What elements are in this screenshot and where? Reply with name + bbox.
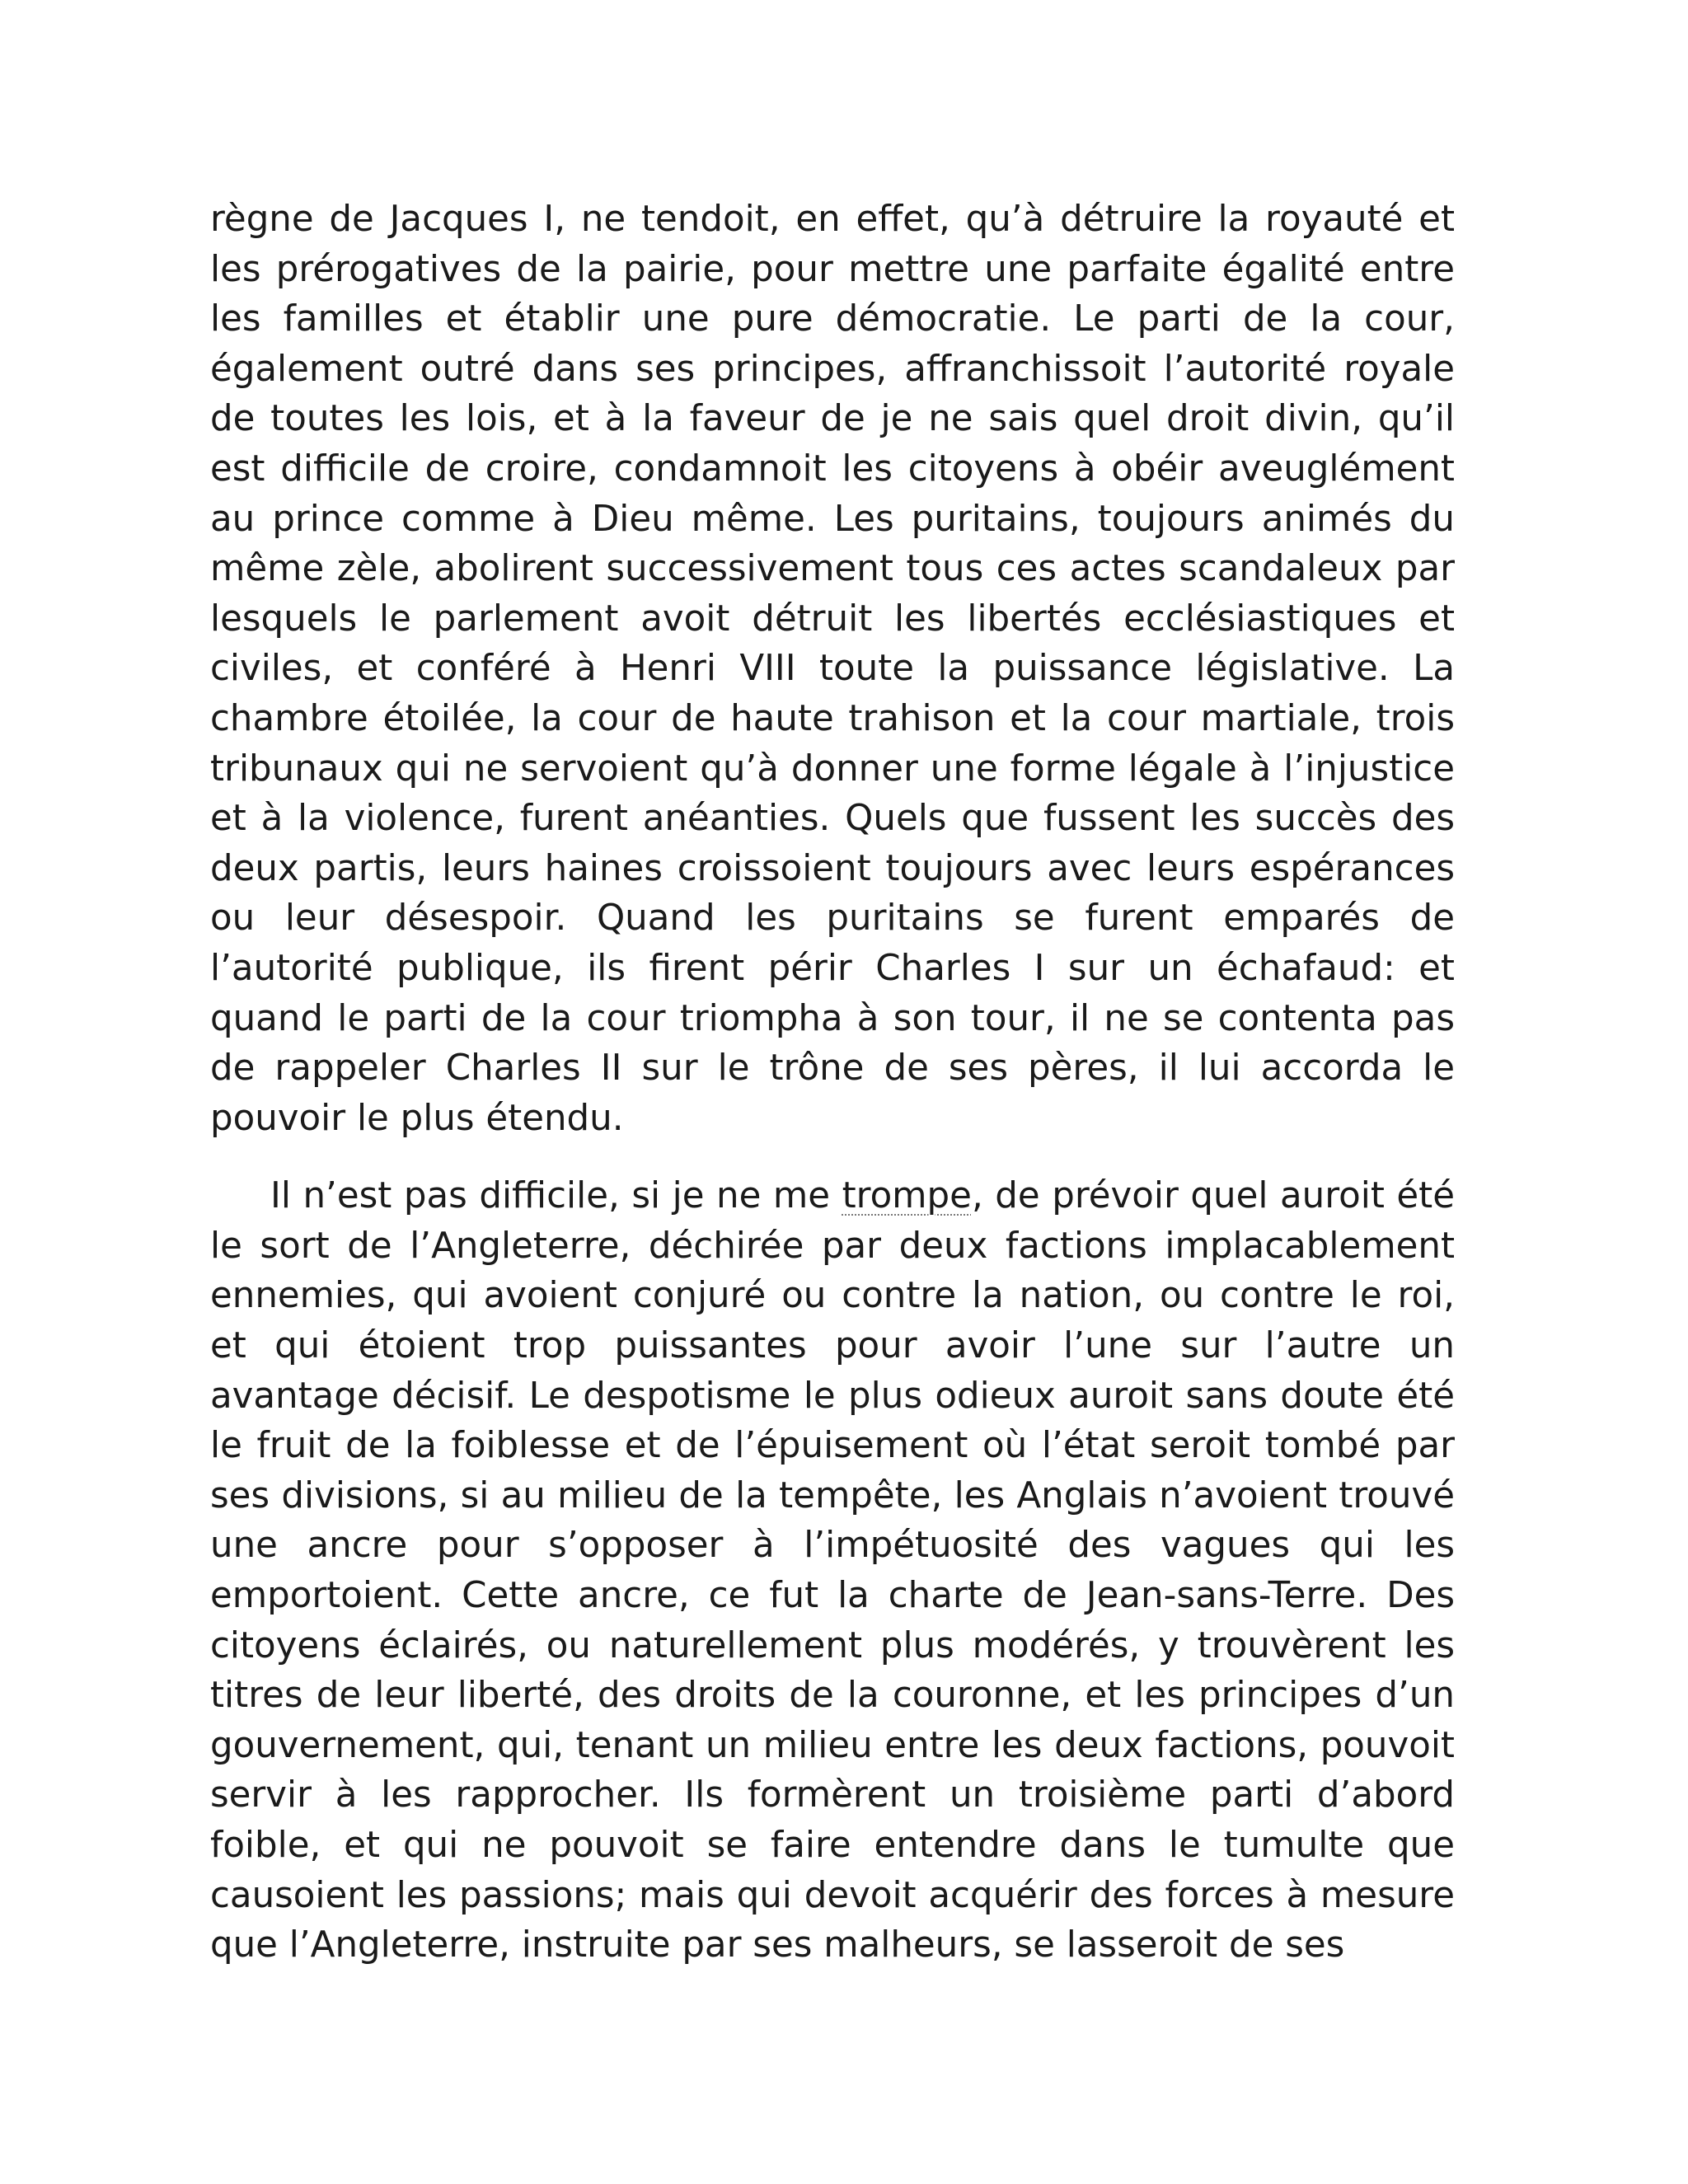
document-page: [210, 194, 1455, 1971]
marked-word: trompe: [842, 1175, 972, 1217]
paragraph-2-text-start: Il n’est pas difficile, si je ne me: [270, 1175, 842, 1217]
paragraph-2: [210, 1171, 1455, 1971]
paragraph-2-text-end: , de prévoir quel auroit été le sort de l’Angleterre, déchirée par deux factions implacablement ennemies, qui avoient conjuré ou contre la nation, ou contre le roi, et qui étoient trop puissantes pour avoir l’une sur l’autre un avantage décisif. Le despotisme le plus odieux auroit sans doute été le fruit de la foiblesse et de l’épuisement où l’état seroit tombé par ses divisions, si au milieu de la tempête, les Anglais n’avoient trouvé une ancre pour s’opposer à l’impétuosité des vagues qui les emportoient. Cette ancre, ce fut la charte de Jean-sans-Terre. Des citoyens éclairés, ou naturellement plus modérés, y trouvèrent les titres de leur liberté, des droits de la couronne, et les principes d’un gouvernement, qui, tenant un milieu entre les deux factions, pouvoit servir à les rapprocher. Ils formèrent un troisième parti d’abord foible, et qui ne pouvoit se faire entendre dans le tumulte que causoient les passions; mais qui devoit acquérir des forces à mesure que l’Angleterre, instruite par ses malheurs, se lasseroit de ses: [210, 1175, 1456, 1966]
paragraph-1: règne de Jacques I, ne tendoit, en effet, qu’à détruire la royauté et les prérogatives de la pairie, pour mettre une parfaite égalité entre les familles et établir une pure démocratie. Le parti de la cour, également outré dans ses principes, affranchissoit l’autorité royale de toutes les lois, et à la faveur de je ne sais quel droit divin, qu’il est difficile de croire, condamnoit les citoyens à obéir aveuglément au prince comme à Dieu même. Les puritains, toujours animés du même zèle, abolirent successivement tous ces actes scandaleux par lesquels le parlement avoit détruit les libertés ecclésiastiques et civiles, et conféré à Henri VIII toute la puissance législative. La chambre étoilée, la cour de haute trahison et la cour martiale, trois tribunaux qui ne servoient qu’à donner une forme légale à l’injustice et à la violence, furent anéanties. Quels que fussent les succès des deux partis, leurs haines croissoient toujours avec leurs espérances ou leur désespoir. Quand les puritains se furent emparés de l’autorité publique, ils firent périr Charles I sur un échafaud: et quand le parti de la cour triompha à son tour, il ne se contenta pas de rappeler Charles II sur le trône de ses pères, il lui accorda le pouvoir le plus étendu.: [210, 199, 1455, 1139]
